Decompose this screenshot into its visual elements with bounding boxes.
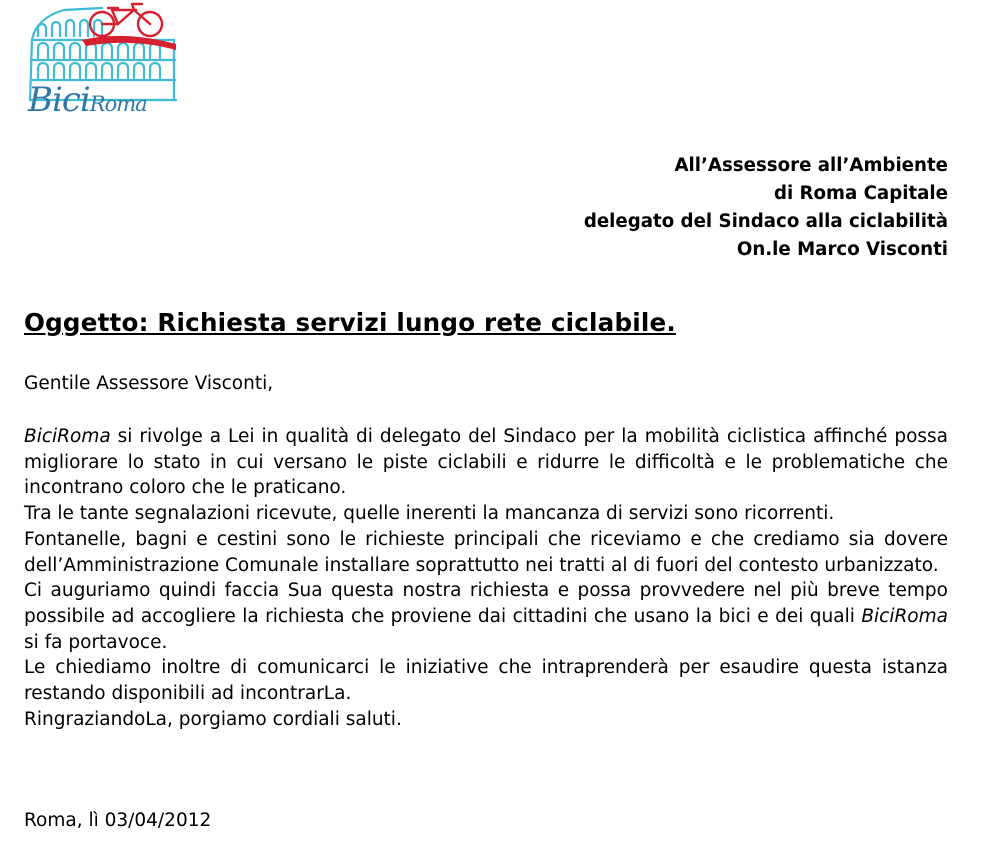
paragraph: Le chiediamo inoltre di comunicarci le iniziative che intraprenderà per esaudire questa istanza restando disponibili ad incontrarLa. [24,657,948,705]
recipient-line: di Roma Capitale [773,183,948,204]
paragraph: RingraziandoLa, porgiamo cordiali saluti. [24,708,402,730]
salutation: Gentile Assessore Visconti, [24,373,274,394]
paragraph: BiciRoma si rivolge a Lei in qualità di delegato del Sindaco per la mobilità ciclistica affinché possa migliorare lo stato in cui versano le piste ciclabili e ridurre le difficoltà e le problematiche che incontrano coloro che le praticano. [24,426,948,499]
brand-name: BiciRoma [24,426,111,447]
paragraph: Tra le tante segnalazioni ricevute, quelle inerenti la mancanza di servizi sono ricorrenti. [24,503,835,525]
recipient-block [584,152,948,264]
biciroma-logo [24,0,184,135]
letter-body [24,424,948,732]
paragraph: Ci auguriamo quindi faccia Sua questa nostra richiesta e possa provvedere nel più breve tempo possibile ad accogliere la richiesta che proviene dai cittadini che usano la bici e dei quali BiciRoma si fa portavoce. [24,580,948,653]
brand-name: BiciRoma [861,605,948,627]
recipient-line: All’Assessore all’Ambiente [674,155,948,176]
recipient-line: On.le Marco Visconti [736,239,948,260]
logo-wordmark: BiciRoma [28,80,147,120]
paragraph: Fontanelle, bagni e cestini sono le richieste principali che riceviamo e che crediamo sia dovere dell’Amministrazione Comunale installare soprattutto nei tratti al di fuori del contesto urbanizzato. [24,528,948,576]
recipient-line: delegato del Sindaco alla ciclabilità [583,211,948,232]
subject-heading: Oggetto: Richiesta servizi lungo rete ciclabile. [24,308,676,337]
place-date: Roma, lì 03/04/2012 [24,810,212,831]
